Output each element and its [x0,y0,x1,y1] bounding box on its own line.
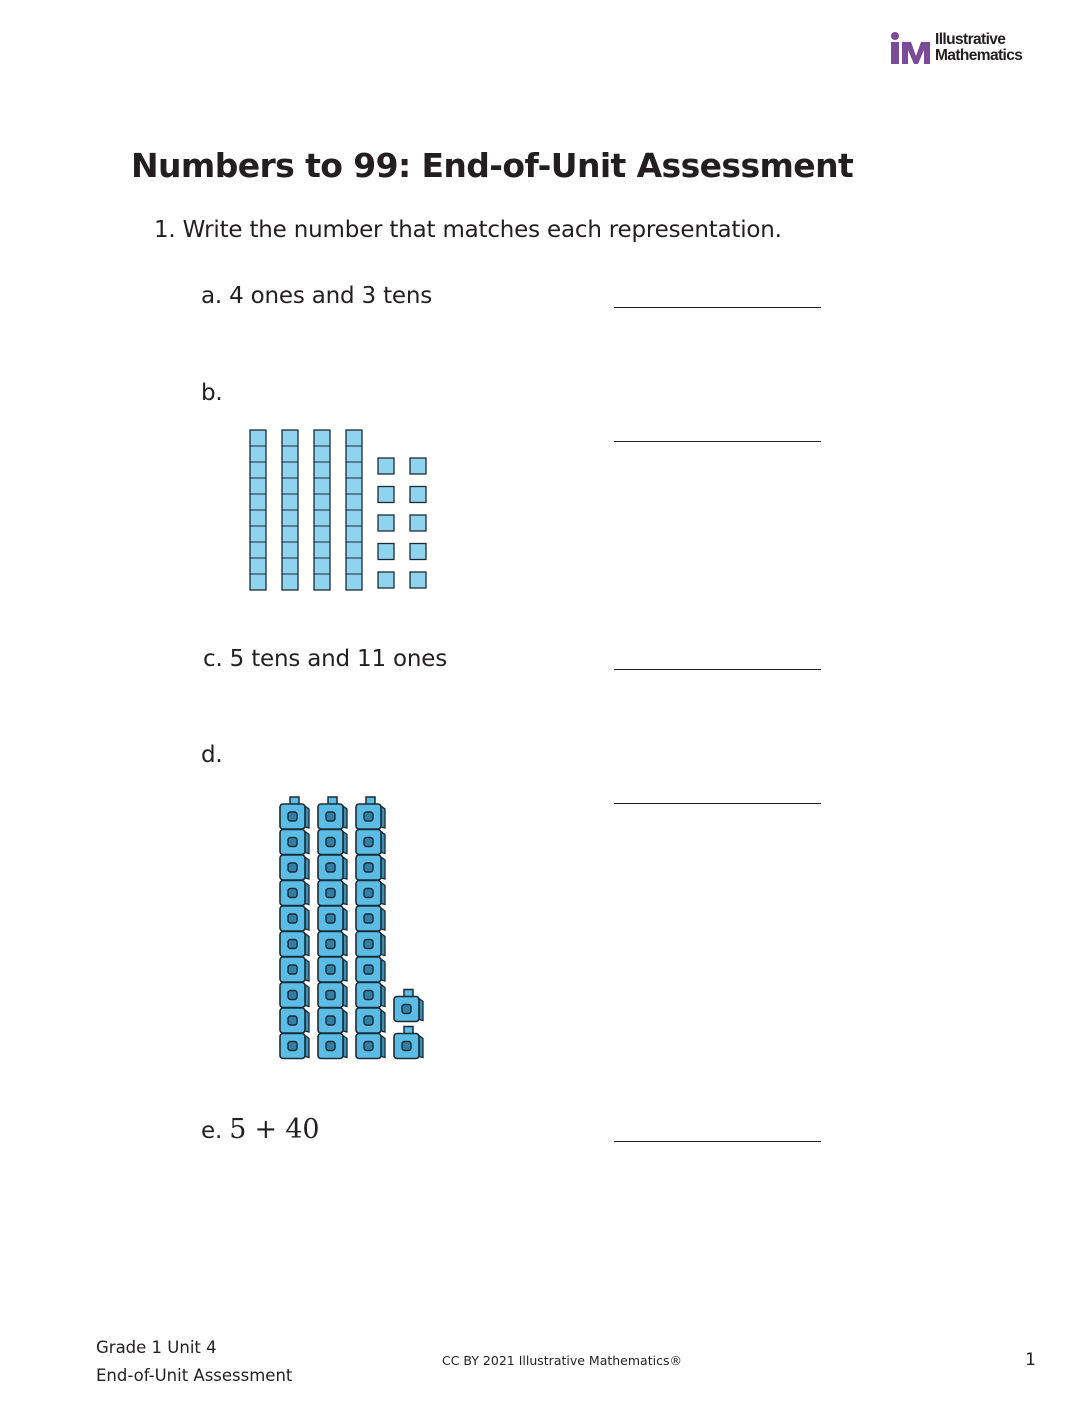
page-title: Numbers to 99: End-of-Unit Assessment [131,146,854,185]
connecting-cube [318,830,347,855]
connecting-cube [280,932,309,957]
connecting-cube [394,1027,423,1059]
connecting-cube [318,855,347,880]
footer-grade-unit: Grade 1 Unit 4 [96,1338,217,1357]
logo-line-2: Mathematics [935,47,1023,64]
part-e-answer-line[interactable] [614,1141,821,1142]
connecting-cube [280,797,309,829]
unit-cube [378,458,394,474]
connecting-cube [318,906,347,931]
connecting-cube [356,855,385,880]
im-logo-icon [889,32,933,66]
tens-rod [282,430,298,590]
connecting-cube [356,932,385,957]
unit-cube [410,487,426,503]
tens-rod [314,430,330,590]
unit-cube [378,572,394,588]
unit-cube [378,544,394,560]
connecting-cube [356,1034,385,1059]
unit-cube [410,572,426,588]
connecting-cube [280,906,309,931]
unit-cube [410,544,426,560]
part-a-label: a. 4 ones and 3 tens [201,283,433,309]
footer-assessment-name: End-of-Unit Assessment [96,1366,293,1385]
connecting-cube [356,957,385,982]
illustrative-mathematics-logo [889,32,1049,68]
connecting-cube [318,957,347,982]
connecting-cube [356,906,385,931]
unit-cube [378,487,394,503]
connecting-cube [280,957,309,982]
part-c-answer-line[interactable] [614,669,821,670]
tens-rod [346,430,362,590]
connecting-cube [318,983,347,1008]
connecting-cube [318,1034,347,1059]
base-ten-blocks-figure [246,426,436,594]
connecting-cube [280,1034,309,1059]
connecting-cube [356,1008,385,1033]
connecting-cube [318,932,347,957]
connecting-cube [318,797,347,829]
connecting-cube [280,1008,309,1033]
page-number: 1 [1025,1350,1036,1370]
connecting-cube [280,881,309,906]
connecting-cube [280,983,309,1008]
part-a-answer-line[interactable] [614,307,821,308]
part-d-label: d. [201,742,223,768]
connecting-cube [356,881,385,906]
connecting-cube [280,830,309,855]
question-prompt: 1. Write the number that matches each representation. [154,217,782,243]
part-e-row [201,1113,319,1148]
part-b-label: b. [201,380,223,406]
part-e-expression: 5 + 40 [229,1114,320,1145]
connecting-cube [356,983,385,1008]
connecting-cube [394,990,423,1022]
connecting-cube [318,1008,347,1033]
tens-rod [250,430,266,590]
connecting-cube [280,855,309,880]
logo-line-1: Illustrative [935,31,1006,48]
unit-cube [378,515,394,531]
logo-wordmark [935,32,1022,64]
footer-course-info [96,1334,292,1390]
connecting-cube [318,881,347,906]
part-c-label: c. 5 tens and 11 ones [203,646,447,672]
part-b-answer-line[interactable] [614,441,821,442]
connecting-cubes-figure [276,790,432,1066]
connecting-cube [356,797,385,829]
unit-cube [410,515,426,531]
connecting-cube [356,830,385,855]
part-d-answer-line[interactable] [614,803,821,804]
unit-cube [410,458,426,474]
part-e-label: e. [201,1118,223,1144]
footer-copyright: CC BY 2021 Illustrative Mathematics® [442,1353,682,1368]
